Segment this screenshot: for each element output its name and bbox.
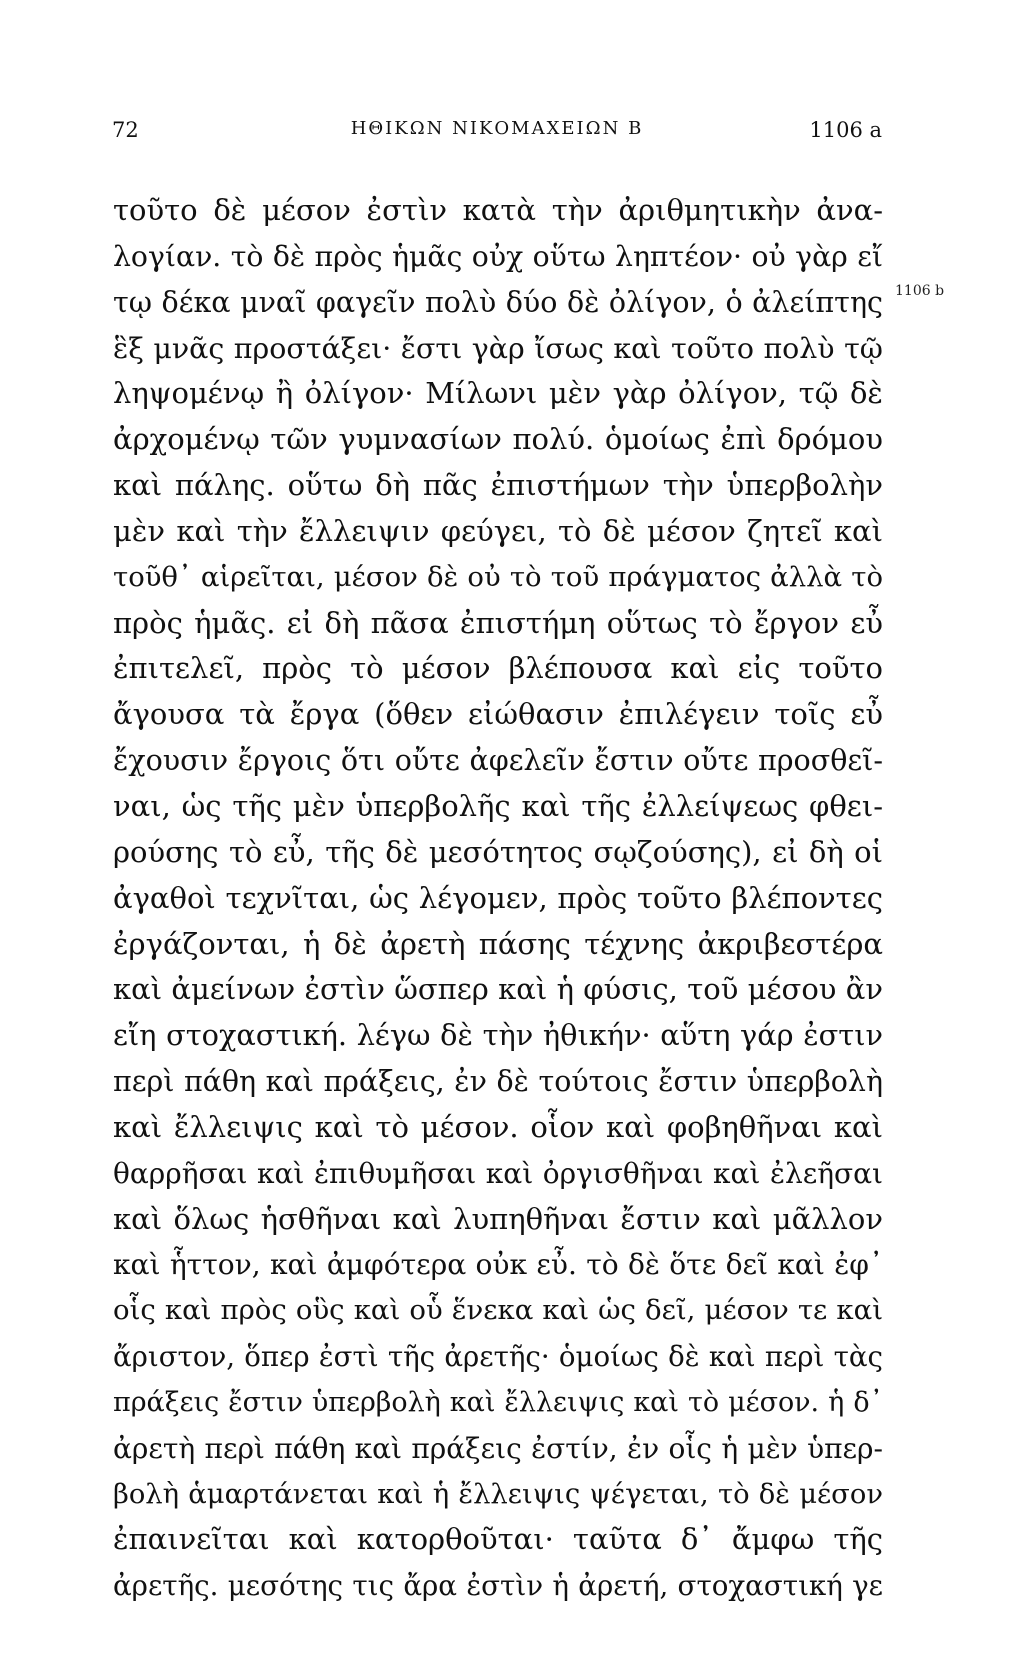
text-line: ἄγουσα τὰ ἔργα (ὅθεν εἰώθασιν ἐπιλέγειν τοῖς εὖ — [113, 697, 883, 732]
greek-text-body — [113, 188, 883, 1609]
text-line: καὶ ἀμείνων ἐστὶν ὥσπερ καὶ ἡ φύσις, τοῦ μέσου ἂν — [113, 972, 883, 1007]
text-line: καὶ ἧττον, καὶ ἀμφότερα οὐκ εὖ. τὸ δὲ ὅτε δεῖ καὶ ἐφ᾽ — [113, 1248, 883, 1282]
text-line: μὲν καὶ τὴν ἔλλειψιν φεύγει, τὸ δὲ μέσον ζητεῖ καὶ — [113, 513, 883, 548]
text-line: οἷς καὶ πρὸς οὓς καὶ οὗ ἕνεκα καὶ ὡς δεῖ, μέσον τε καὶ — [113, 1294, 883, 1327]
text-line: ρούσης τὸ εὖ, τῆς δὲ μεσότητος σῳζούσης), εἰ δὴ οἱ — [113, 834, 883, 869]
text-line: ἀρετὴ περὶ πάθη καὶ πράξεις ἐστίν, ἐν οἷς ἡ μὲν ὑπερ- — [113, 1431, 883, 1465]
text-line: ἓξ μνᾶς προστάξει· ἔστι γὰρ ἴσως καὶ τοῦτο πολὺ τῷ — [113, 331, 883, 365]
text-line: θαρρῆσαι καὶ ἐπιθυμῆσαι καὶ ὀργισθῆναι καὶ ἐλεῆσαι — [113, 1156, 883, 1190]
text-line: ἐπαινεῖται καὶ κατορθοῦται· ταῦτα δ᾽ ἄμφω τῆς — [113, 1522, 883, 1557]
text-line: ἄριστον, ὅπερ ἐστὶ τῆς ἀρετῆς· ὁμοίως δὲ καὶ περὶ τὰς — [113, 1340, 883, 1374]
text-line: λογίαν. τὸ δὲ πρὸς ἡμᾶς οὐχ οὕτω ληπτέον· οὐ γὰρ εἴ — [113, 239, 883, 273]
section-reference: 1106 a — [809, 118, 882, 142]
text-line: ἀρετῆς. μεσότης τις ἄρα ἐστὶν ἡ ἀρετή, στοχαστική γε — [113, 1569, 883, 1603]
margin-section-marker: 1106 b — [895, 283, 945, 299]
text-line: τῳ δέκα μναῖ φαγεῖν πολὺ δύο δὲ ὀλίγον, ὁ ἀλείπτης — [113, 285, 883, 319]
page-number: 72 — [112, 118, 139, 142]
text-line: περὶ πάθη καὶ πράξεις, ἐν δὲ τούτοις ἔστιν ὑπερβολὴ — [113, 1065, 883, 1099]
text-line: πρὸς ἡμᾶς. εἰ δὴ πᾶσα ἐπιστήμη οὕτως τὸ ἔργον εὖ — [113, 605, 883, 640]
text-line: εἴη στοχαστική. λέγω δὲ τὴν ἠθικήν· αὕτη γάρ ἐστιν — [113, 1018, 883, 1053]
text-line: ναι, ὡς τῆς μὲν ὑπερβολῆς καὶ τῆς ἐλλείψεως φθει- — [113, 788, 883, 823]
text-line: καὶ ἔλλειψις καὶ τὸ μέσον. οἷον καὶ φοβηθῆναι καὶ — [113, 1109, 883, 1144]
text-line: πράξεις ἔστιν ὑπερβολὴ καὶ ἔλλειψις καὶ τὸ μέσον. ἡ δ᾽ — [113, 1386, 883, 1418]
text-line: ληψομένῳ ἢ ὀλίγον· Μίλωνι μὲν γὰρ ὀλίγον, τῷ δὲ — [113, 376, 883, 411]
text-line: ἀγαθοὶ τεχνῖται, ὡς λέγομεν, πρὸς τοῦτο βλέποντες — [113, 880, 883, 915]
text-line: καὶ πάλης. οὕτω δὴ πᾶς ἐπιστήμων τὴν ὑπερβολὴν — [113, 468, 883, 503]
text-line: τοῦθ᾽ αἱρεῖται, μέσον δὲ οὐ τὸ τοῦ πράγματος ἀλλὰ τὸ — [113, 561, 883, 593]
text-line: ἐπιτελεῖ, πρὸς τὸ μέσον βλέπουσα καὶ εἰς τοῦτο — [113, 651, 883, 686]
text-line: ἐργάζονται, ἡ δὲ ἀρετὴ πάσης τέχνης ἀκριβεστέρα — [113, 926, 883, 961]
text-line: καὶ ὅλως ἡσθῆναι καὶ λυπηθῆναι ἔστιν καὶ μᾶλλον — [113, 1201, 883, 1236]
book-title: ΗΘΙΚΩΝ ΝΙΚΟΜΑΧΕΙΩΝ Β — [350, 118, 644, 139]
text-line: τοῦτο δὲ μέσον ἐστὶν κατὰ τὴν ἀριθμητικὴν ἀνα- — [113, 193, 883, 227]
running-head — [112, 118, 882, 150]
text-line: ἔχουσιν ἔργοις ὅτι οὔτε ἀφελεῖν ἔστιν οὔτε προσθεῖ- — [113, 744, 883, 778]
text-line: ἀρχομένῳ τῶν γυμνασίων πολύ. ὁμοίως ἐπὶ δρόμου — [113, 422, 883, 457]
text-line: βολὴ ἁμαρτάνεται καὶ ἡ ἔλλειψις ψέγεται, τὸ δὲ μέσον — [113, 1478, 883, 1510]
